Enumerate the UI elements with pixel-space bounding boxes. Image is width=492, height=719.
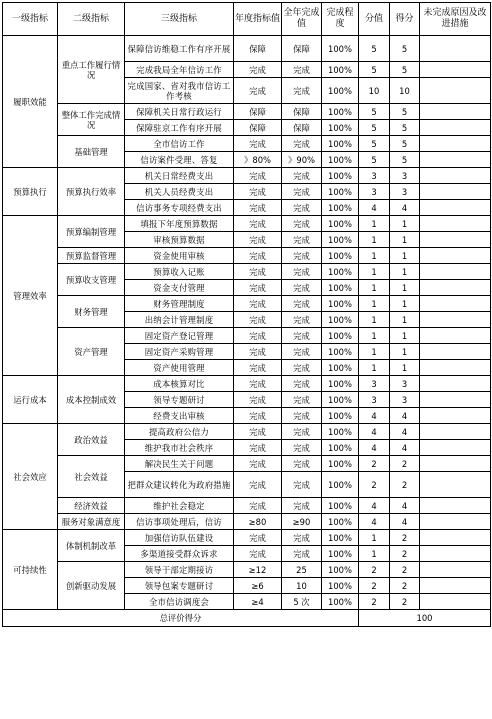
level3-indicator: 财务管理制度 — [125, 296, 234, 312]
actual-value-cell: 完成 — [282, 280, 322, 296]
level3-indicator: 预算收入记账 — [125, 264, 234, 280]
points-cell: 5 — [359, 152, 390, 168]
remarks-cell — [420, 232, 491, 248]
actual-value-cell: 10 — [282, 578, 322, 594]
actual-value-cell: 完成 — [282, 184, 322, 200]
score-cell: 5 — [390, 104, 420, 120]
total-label: 总评价得分 — [3, 610, 359, 627]
remarks-cell — [420, 62, 491, 78]
completion-degree-cell: 100% — [322, 328, 359, 344]
annual-target-cell: 完成 — [234, 546, 282, 562]
table-row — [3, 562, 491, 578]
actual-value-cell: 完成 — [282, 200, 322, 216]
header-remarks: 未完成原因及改进措施 — [420, 3, 491, 36]
actual-value-cell: 完成 — [282, 472, 322, 498]
remarks-cell — [420, 456, 491, 472]
annual-target-cell: 完成 — [234, 248, 282, 264]
level3-indicator: 机关人员经费支出 — [125, 184, 234, 200]
score-cell: 5 — [390, 62, 420, 78]
table-row — [3, 424, 491, 440]
annual-target-cell: 完成 — [234, 360, 282, 376]
completion-degree-cell: 100% — [322, 344, 359, 360]
completion-degree-cell: 100% — [322, 498, 359, 514]
level3-indicator: 维护我市社会秩序 — [125, 440, 234, 456]
actual-value-cell: 完成 — [282, 216, 322, 232]
level3-indicator: 全市信访工作 — [125, 136, 234, 152]
score-cell: 1 — [390, 312, 420, 328]
level3-indicator: 解决民生关于问题 — [125, 456, 234, 472]
points-cell: 1 — [359, 216, 390, 232]
level3-indicator: 提高政府公信力 — [125, 424, 234, 440]
annual-target-cell: 完成 — [234, 456, 282, 472]
remarks-cell — [420, 546, 491, 562]
completion-degree-cell: 100% — [322, 152, 359, 168]
remarks-cell — [420, 530, 491, 546]
completion-degree-cell: 100% — [322, 296, 359, 312]
table-row — [3, 328, 491, 344]
level1-indicator: 履职效能 — [3, 36, 58, 168]
score-cell: 5 — [390, 36, 420, 62]
completion-degree-cell: 100% — [322, 546, 359, 562]
score-cell: 2 — [390, 472, 420, 498]
level3-indicator: 成本核算对比 — [125, 376, 234, 392]
actual-value-cell: 5 次 — [282, 594, 322, 610]
points-cell: 3 — [359, 184, 390, 200]
completion-degree-cell: 100% — [322, 104, 359, 120]
remarks-cell — [420, 280, 491, 296]
annual-target-cell: 完成 — [234, 408, 282, 424]
level3-indicator: 资产使用管理 — [125, 360, 234, 376]
annual-target-cell: 完成 — [234, 344, 282, 360]
actual-value-cell: 完成 — [282, 530, 322, 546]
remarks-cell — [420, 152, 491, 168]
table-row — [3, 248, 491, 264]
remarks-cell — [420, 36, 491, 62]
level2-indicator: 成本控制成效 — [58, 376, 125, 424]
completion-degree-cell: 100% — [322, 562, 359, 578]
level2-indicator: 政治效益 — [58, 424, 125, 456]
score-cell: 1 — [390, 216, 420, 232]
score-cell: 1 — [390, 264, 420, 280]
points-cell: 1 — [359, 360, 390, 376]
remarks-cell — [420, 440, 491, 456]
annual-target-cell: 完成 — [234, 78, 282, 104]
actual-value-cell: 25 — [282, 562, 322, 578]
completion-degree-cell: 100% — [322, 312, 359, 328]
annual-target-cell: 完成 — [234, 424, 282, 440]
level3-indicator: 把群众建议转化为政府措施 — [125, 472, 234, 498]
score-cell: 1 — [390, 232, 420, 248]
points-cell: 1 — [359, 264, 390, 280]
completion-degree-cell: 100% — [322, 62, 359, 78]
points-cell: 5 — [359, 62, 390, 78]
annual-target-cell: 完成 — [234, 168, 282, 184]
header-completion-degree: 完成程度 — [322, 3, 359, 36]
table-row — [3, 136, 491, 152]
level2-indicator: 基础管理 — [58, 136, 125, 168]
remarks-cell — [420, 296, 491, 312]
annual-target-cell: 完成 — [234, 264, 282, 280]
score-cell: 3 — [390, 392, 420, 408]
level1-indicator: 预算执行 — [3, 168, 58, 216]
remarks-cell — [420, 514, 491, 530]
remarks-cell — [420, 312, 491, 328]
annual-target-cell: 完成 — [234, 232, 282, 248]
points-cell: 10 — [359, 78, 390, 104]
actual-value-cell: 完成 — [282, 78, 322, 104]
remarks-cell — [420, 264, 491, 280]
score-cell: 3 — [390, 376, 420, 392]
actual-value-cell: 完成 — [282, 248, 322, 264]
level3-indicator: 资金支付管理 — [125, 280, 234, 296]
level3-indicator: 维护社会稳定 — [125, 498, 234, 514]
level3-indicator: 完成我局全年信访工作 — [125, 62, 234, 78]
table-row — [3, 456, 491, 472]
remarks-cell — [420, 104, 491, 120]
annual-target-cell: 保障 — [234, 120, 282, 136]
points-cell: 5 — [359, 104, 390, 120]
remarks-cell — [420, 200, 491, 216]
actual-value-cell: 完成 — [282, 168, 322, 184]
annual-target-cell: 完成 — [234, 62, 282, 78]
annual-target-cell: 完成 — [234, 136, 282, 152]
level3-indicator: 固定资产登记管理 — [125, 328, 234, 344]
remarks-cell — [420, 424, 491, 440]
level3-indicator: 资金使用审核 — [125, 248, 234, 264]
annual-target-cell: 完成 — [234, 392, 282, 408]
score-cell: 2 — [390, 594, 420, 610]
annual-target-cell: ≥80 — [234, 514, 282, 530]
level3-indicator: 保障驻京工作有序开展 — [125, 120, 234, 136]
actual-value-cell: 完成 — [282, 312, 322, 328]
points-cell: 1 — [359, 312, 390, 328]
actual-value-cell: 完成 — [282, 392, 322, 408]
level3-indicator: 信访事务专项经费支出 — [125, 200, 234, 216]
actual-value-cell: ≥90 — [282, 514, 322, 530]
level3-indicator: 多渠道接受群众诉求 — [125, 546, 234, 562]
level3-indicator: 信访案件受理、答复 — [125, 152, 234, 168]
score-cell: 3 — [390, 168, 420, 184]
completion-degree-cell: 100% — [322, 264, 359, 280]
remarks-cell — [420, 78, 491, 104]
remarks-cell — [420, 184, 491, 200]
actual-value-cell: 完成 — [282, 264, 322, 280]
actual-value-cell: 保障 — [282, 120, 322, 136]
score-cell: 4 — [390, 200, 420, 216]
level1-indicator: 运行成本 — [3, 376, 58, 424]
completion-degree-cell: 100% — [322, 408, 359, 424]
completion-degree-cell: 100% — [322, 514, 359, 530]
completion-degree-cell: 100% — [322, 424, 359, 440]
score-cell: 2 — [390, 530, 420, 546]
remarks-cell — [420, 344, 491, 360]
completion-degree-cell: 100% — [322, 530, 359, 546]
remarks-cell — [420, 472, 491, 498]
annual-target-cell: 完成 — [234, 184, 282, 200]
remarks-cell — [420, 360, 491, 376]
level2-indicator: 体制机制改革 — [58, 530, 125, 562]
points-cell: 1 — [359, 232, 390, 248]
level1-indicator: 可持续性 — [3, 530, 58, 610]
level2-indicator: 社会效益 — [58, 456, 125, 498]
remarks-cell — [420, 328, 491, 344]
completion-degree-cell: 100% — [322, 280, 359, 296]
level3-indicator: 保障信访维稳工作有序开展 — [125, 36, 234, 62]
level2-indicator: 预算编制管理 — [58, 216, 125, 248]
table-body — [3, 36, 491, 627]
score-cell: 5 — [390, 120, 420, 136]
score-cell: 3 — [390, 184, 420, 200]
score-cell: 2 — [390, 562, 420, 578]
table-row — [3, 264, 491, 280]
points-cell: 1 — [359, 280, 390, 296]
annual-target-cell: 完成 — [234, 530, 282, 546]
annual-target-cell: 完成 — [234, 280, 282, 296]
completion-degree-cell: 100% — [322, 184, 359, 200]
table-row — [3, 514, 491, 530]
annual-target-cell: 完成 — [234, 328, 282, 344]
remarks-cell — [420, 562, 491, 578]
actual-value-cell: 保障 — [282, 36, 322, 62]
header-annual-target: 年度指标值 — [234, 3, 282, 36]
score-cell: 2 — [390, 578, 420, 594]
performance-evaluation-table — [2, 2, 491, 627]
actual-value-cell: 保障 — [282, 104, 322, 120]
level2-indicator: 资产管理 — [58, 328, 125, 376]
points-cell: 3 — [359, 392, 390, 408]
annual-target-cell: 完成 — [234, 200, 282, 216]
completion-degree-cell: 100% — [322, 472, 359, 498]
score-cell: 4 — [390, 408, 420, 424]
level3-indicator: 领导干部定期接访 — [125, 562, 234, 578]
points-cell: 4 — [359, 498, 390, 514]
score-cell: 5 — [390, 136, 420, 152]
annual-target-cell: 完成 — [234, 216, 282, 232]
score-cell: 4 — [390, 514, 420, 530]
completion-degree-cell: 100% — [322, 248, 359, 264]
level2-indicator: 创新驱动发展 — [58, 562, 125, 610]
level3-indicator: 信访事项处理后，信访 — [125, 514, 234, 530]
remarks-cell — [420, 136, 491, 152]
annual-target-cell: 完成 — [234, 472, 282, 498]
remarks-cell — [420, 408, 491, 424]
actual-value-cell: 完成 — [282, 344, 322, 360]
points-cell: 4 — [359, 514, 390, 530]
points-cell: 4 — [359, 440, 390, 456]
level3-indicator: 完成国家、省对我市信访工作考核 — [125, 78, 234, 104]
annual-target-cell: 完成 — [234, 296, 282, 312]
header-level3: 三级指标 — [125, 3, 234, 36]
points-cell: 2 — [359, 456, 390, 472]
remarks-cell — [420, 392, 491, 408]
level2-indicator: 预算收支管理 — [58, 264, 125, 296]
score-cell: 2 — [390, 546, 420, 562]
completion-degree-cell: 100% — [322, 36, 359, 62]
level3-indicator: 固定资产采购管理 — [125, 344, 234, 360]
score-cell: 4 — [390, 424, 420, 440]
level3-indicator: 加强信访队伍建设 — [125, 530, 234, 546]
annual-target-cell: ≥6 — [234, 578, 282, 594]
completion-degree-cell: 100% — [322, 360, 359, 376]
actual-value-cell: 完成 — [282, 376, 322, 392]
actual-value-cell: 完成 — [282, 424, 322, 440]
actual-value-cell: 完成 — [282, 456, 322, 472]
annual-target-cell: 完成 — [234, 376, 282, 392]
level3-indicator: 填报下年度预算数据 — [125, 216, 234, 232]
points-cell: 4 — [359, 408, 390, 424]
points-cell: 5 — [359, 36, 390, 62]
level3-indicator: 领导专题研讨 — [125, 392, 234, 408]
points-cell: 2 — [359, 562, 390, 578]
remarks-cell — [420, 594, 491, 610]
level2-indicator: 财务管理 — [58, 296, 125, 328]
level2-indicator: 经济效益 — [58, 498, 125, 514]
completion-degree-cell: 100% — [322, 120, 359, 136]
level3-indicator: 出纳会计管理制度 — [125, 312, 234, 328]
remarks-cell — [420, 376, 491, 392]
remarks-cell — [420, 248, 491, 264]
actual-value-cell: 完成 — [282, 408, 322, 424]
points-cell: 1 — [359, 296, 390, 312]
remarks-cell — [420, 120, 491, 136]
header-actual-value: 全年完成值 — [282, 3, 322, 36]
total-score: 100 — [359, 610, 491, 627]
points-cell: 1 — [359, 530, 390, 546]
table-row — [3, 498, 491, 514]
points-cell: 1 — [359, 546, 390, 562]
actual-value-cell: 完成 — [282, 546, 322, 562]
score-cell: 4 — [390, 498, 420, 514]
header-level1: 一级指标 — [3, 3, 58, 36]
level3-indicator: 审核预算数据 — [125, 232, 234, 248]
annual-target-cell: ≥12 — [234, 562, 282, 578]
completion-degree-cell: 100% — [322, 594, 359, 610]
score-cell: 1 — [390, 328, 420, 344]
score-cell: 5 — [390, 152, 420, 168]
header-score: 得分 — [390, 3, 420, 36]
level3-indicator: 领导包案专题研讨 — [125, 578, 234, 594]
points-cell: 4 — [359, 200, 390, 216]
level3-indicator: 保障机关日常行政运行 — [125, 104, 234, 120]
level2-indicator: 整体工作完成情况 — [58, 104, 125, 136]
score-cell: 4 — [390, 440, 420, 456]
header-level2: 二级指标 — [58, 3, 125, 36]
table-row — [3, 376, 491, 392]
level1-indicator: 管理效率 — [3, 216, 58, 376]
score-cell: 1 — [390, 280, 420, 296]
points-cell: 1 — [359, 344, 390, 360]
completion-degree-cell: 100% — [322, 168, 359, 184]
actual-value-cell: 完成 — [282, 498, 322, 514]
level3-indicator: 全市信访调度会 — [125, 594, 234, 610]
table-row — [3, 168, 491, 184]
completion-degree-cell: 100% — [322, 440, 359, 456]
remarks-cell — [420, 168, 491, 184]
completion-degree-cell: 100% — [322, 456, 359, 472]
table-row — [3, 530, 491, 546]
table-row — [3, 296, 491, 312]
completion-degree-cell: 100% — [322, 136, 359, 152]
actual-value-cell: 完成 — [282, 328, 322, 344]
annual-target-cell: 完成 — [234, 312, 282, 328]
actual-value-cell: 完成 — [282, 440, 322, 456]
actual-value-cell: 完成 — [282, 136, 322, 152]
completion-degree-cell: 100% — [322, 216, 359, 232]
score-cell: 1 — [390, 296, 420, 312]
points-cell: 5 — [359, 136, 390, 152]
score-cell: 1 — [390, 344, 420, 360]
annual-target-cell: 完成 — [234, 440, 282, 456]
remarks-cell — [420, 578, 491, 594]
header-row — [3, 3, 491, 36]
level2-indicator: 预算监督管理 — [58, 248, 125, 264]
points-cell: 3 — [359, 376, 390, 392]
points-cell: 2 — [359, 578, 390, 594]
score-cell: 1 — [390, 248, 420, 264]
annual-target-cell: 完成 — [234, 498, 282, 514]
points-cell: 4 — [359, 424, 390, 440]
completion-degree-cell: 100% — [322, 200, 359, 216]
completion-degree-cell: 100% — [322, 78, 359, 104]
annual-target-cell: ≥4 — [234, 594, 282, 610]
table-row — [3, 104, 491, 120]
annual-target-cell: 》80% — [234, 152, 282, 168]
level2-indicator: 服务对象满意度 — [58, 514, 125, 530]
points-cell: 5 — [359, 120, 390, 136]
remarks-cell — [420, 498, 491, 514]
points-cell: 2 — [359, 594, 390, 610]
completion-degree-cell: 100% — [322, 578, 359, 594]
points-cell: 2 — [359, 472, 390, 498]
score-cell: 10 — [390, 78, 420, 104]
completion-degree-cell: 100% — [322, 392, 359, 408]
header-points: 分值 — [359, 3, 390, 36]
score-cell: 2 — [390, 456, 420, 472]
annual-target-cell: 保障 — [234, 104, 282, 120]
total-row — [3, 610, 491, 627]
points-cell: 1 — [359, 328, 390, 344]
remarks-cell — [420, 216, 491, 232]
level3-indicator: 机关日常经费支出 — [125, 168, 234, 184]
level1-indicator: 社会效应 — [3, 424, 58, 530]
points-cell: 1 — [359, 248, 390, 264]
table-row — [3, 216, 491, 232]
completion-degree-cell: 100% — [322, 232, 359, 248]
level3-indicator: 经费支出审核 — [125, 408, 234, 424]
level2-indicator: 预算执行效率 — [58, 168, 125, 216]
level2-indicator: 重点工作履行情况 — [58, 36, 125, 104]
completion-degree-cell: 100% — [322, 376, 359, 392]
actual-value-cell: 》90% — [282, 152, 322, 168]
actual-value-cell: 完成 — [282, 62, 322, 78]
table-row — [3, 36, 491, 62]
annual-target-cell: 保障 — [234, 36, 282, 62]
actual-value-cell: 完成 — [282, 360, 322, 376]
actual-value-cell: 完成 — [282, 296, 322, 312]
actual-value-cell: 完成 — [282, 232, 322, 248]
points-cell: 3 — [359, 168, 390, 184]
score-cell: 1 — [390, 360, 420, 376]
